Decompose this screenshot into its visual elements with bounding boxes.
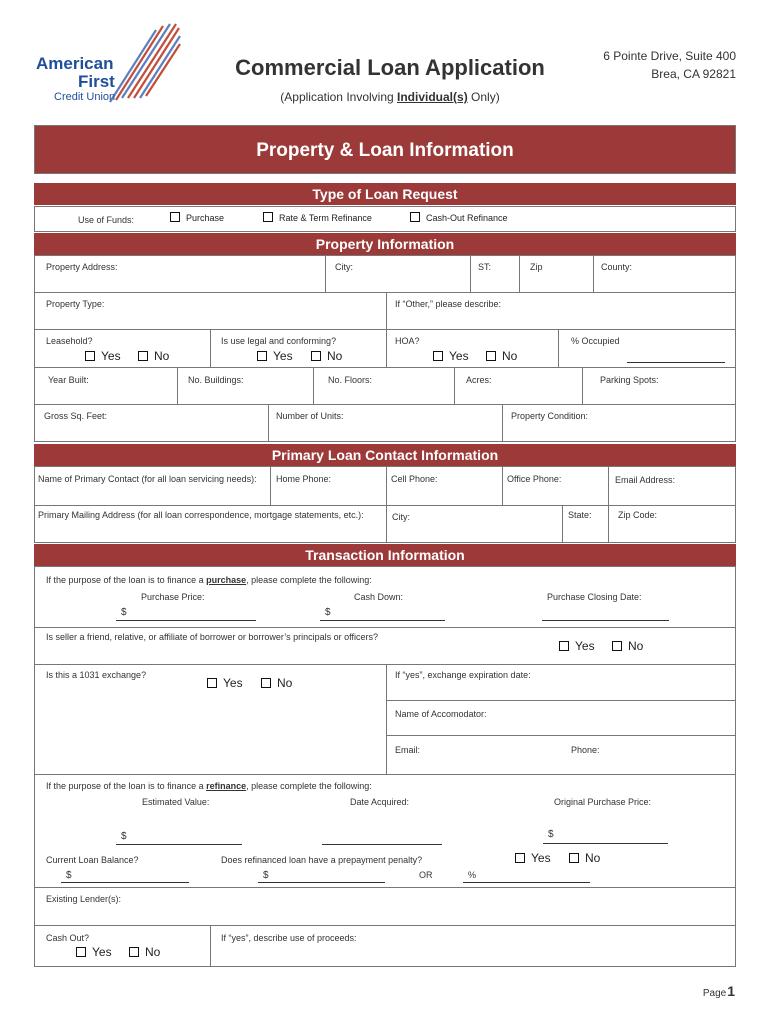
- purchase-option[interactable]: [170, 212, 224, 223]
- subtitle-prefix: (Application Involving: [280, 90, 398, 104]
- cash-out-sep: [210, 925, 211, 967]
- occupied-label: % Occupied: [571, 336, 620, 346]
- page-label: Page: [702, 988, 727, 999]
- hoa-yes[interactable]: [433, 349, 469, 363]
- rate-term-refinance-option[interactable]: [263, 212, 372, 223]
- page-number: [703, 983, 735, 999]
- exchange-no[interactable]: [261, 676, 292, 690]
- legal-conforming-label: Is use legal and conforming?: [221, 336, 337, 346]
- property-row2-sep: [386, 292, 387, 329]
- property-row3-sep-2: [386, 329, 387, 367]
- legal-yes[interactable]: [257, 349, 293, 363]
- leasehold-label: Leasehold?: [46, 336, 93, 346]
- exchange-date-label: If “yes”, exchange expiration date:: [395, 670, 531, 680]
- cash-out-no-label: No: [145, 945, 161, 959]
- date-acquired-label: Date Acquired:: [350, 797, 410, 807]
- hoa-no-checkbox[interactable]: [486, 351, 496, 361]
- no-buildings-label: No. Buildings:: [188, 375, 244, 385]
- date-acquired-field[interactable]: [322, 844, 442, 845]
- condition-label: Property Condition:: [511, 411, 589, 421]
- cash-down-field[interactable]: [320, 620, 445, 621]
- contact-row1-sep-2: [386, 466, 387, 505]
- rate-term-refinance-checkbox[interactable]: [263, 212, 273, 222]
- seller-question: Is seller a friend, relative, or affiliate of borrower or borrower’s principals or officers?: [46, 632, 378, 642]
- legal-no-label: No: [327, 349, 343, 363]
- prepayment-label: Does refinanced loan have a prepayment penalty?: [221, 855, 423, 865]
- prepayment-amount-field[interactable]: [258, 882, 385, 883]
- prepayment-percent-field[interactable]: [463, 882, 590, 883]
- property-county-label: County:: [601, 262, 633, 272]
- rate-term-refinance-label: Rate & Term Refinance: [279, 213, 372, 223]
- property-divider-1: [34, 292, 736, 293]
- refinance-instruction: [46, 781, 372, 791]
- transaction-divider-4: [34, 887, 736, 888]
- prepayment-no[interactable]: [569, 851, 600, 865]
- contact-divider: [34, 505, 736, 506]
- property-row1-sep-2: [470, 255, 471, 292]
- primary-contact-label: Name of Primary Contact (for all loan servicing needs):: [38, 474, 257, 484]
- contact-row1-sep-4: [608, 466, 609, 505]
- transaction-divider-3: [34, 774, 736, 775]
- refinance-instruction-prefix: If the purpose of the loan is to finance a: [46, 781, 207, 791]
- property-row4-sep-1: [177, 367, 178, 404]
- leasehold-yes-checkbox[interactable]: [85, 351, 95, 361]
- existing-lender-label: Existing Lender(s):: [46, 894, 122, 904]
- cash-out-label: Cash Out?: [46, 933, 90, 943]
- use-of-funds-label: Use of Funds:: [78, 215, 135, 225]
- closing-date-field[interactable]: [542, 620, 669, 621]
- parking-label: Parking Spots:: [600, 375, 659, 385]
- exchange-no-label: No: [277, 676, 293, 690]
- property-divider-3: [34, 367, 736, 368]
- current-balance-field[interactable]: [61, 882, 189, 883]
- seller-no-label: No: [628, 639, 644, 653]
- office-phone-label: Office Phone:: [507, 474, 562, 484]
- seller-yes[interactable]: [559, 639, 595, 653]
- page-title: Commercial Loan Application: [235, 55, 545, 80]
- contact-row1-sep-3: [502, 466, 503, 505]
- hoa-yes-checkbox[interactable]: [433, 351, 443, 361]
- original-price-dollar: $: [548, 829, 554, 840]
- loan-request-row: [34, 206, 736, 232]
- exchange-no-checkbox[interactable]: [261, 678, 271, 688]
- transaction-divider-1: [34, 627, 736, 628]
- property-row4-sep-3: [454, 367, 455, 404]
- cash-down-label: Cash Down:: [354, 592, 404, 602]
- property-type-label: Property Type:: [46, 299, 105, 309]
- prepayment-or-label: OR: [419, 870, 433, 880]
- accomodator-phone-label: Phone:: [571, 745, 600, 755]
- purchase-price-dollar: $: [121, 607, 127, 618]
- hoa-no[interactable]: [486, 349, 517, 363]
- contact-row2-sep-2: [562, 505, 563, 543]
- prepayment-yes[interactable]: [515, 851, 551, 865]
- cash-out-no[interactable]: [129, 945, 160, 959]
- property-divider-2: [34, 329, 736, 330]
- purchase-word: purchase: [206, 575, 247, 585]
- property-row1-sep-3: [519, 255, 520, 292]
- exchange-yes-checkbox[interactable]: [207, 678, 217, 688]
- cash-out-yes-label: Yes: [92, 945, 112, 959]
- contact-row1-sep-1: [270, 466, 271, 505]
- units-label: Number of Units:: [276, 411, 344, 421]
- seller-no-checkbox[interactable]: [612, 641, 622, 651]
- logo-line2: First: [78, 72, 115, 91]
- leasehold-no-checkbox[interactable]: [138, 351, 148, 361]
- address-line2: Brea, CA 92821: [651, 67, 736, 81]
- cash-out-yes-checkbox[interactable]: [76, 947, 86, 957]
- transaction-heading-text: Transaction Information: [305, 547, 465, 563]
- contact-heading: [34, 444, 736, 466]
- property-row4-sep-2: [313, 367, 314, 404]
- other-describe-label: If “Other,” please describe:: [395, 299, 502, 309]
- page-number-value: 1: [727, 983, 735, 999]
- transaction-divider-5: [34, 925, 736, 926]
- property-row5-sep-2: [502, 404, 503, 442]
- email-address-label: Email Address:: [615, 475, 676, 485]
- prepayment-percent-label: %: [468, 870, 477, 880]
- seller-yes-label: Yes: [575, 639, 595, 653]
- purchase-option-label: Purchase: [186, 213, 225, 223]
- property-zip-label: Zip: [530, 262, 543, 272]
- describe-proceeds-label: If “yes”, describe use of proceeds:: [221, 933, 357, 943]
- contact-row2-sep-1: [386, 505, 387, 543]
- accomodator-label: Name of Accomodator:: [395, 709, 487, 719]
- cell-phone-label: Cell Phone:: [391, 474, 438, 484]
- legal-yes-label: Yes: [273, 349, 293, 363]
- exchange-divider-2: [386, 735, 736, 736]
- cash-out-refinance-label: Cash-Out Refinance: [426, 213, 508, 223]
- property-row1-sep-1: [325, 255, 326, 292]
- exchange-question: Is this a 1031 exchange?: [46, 670, 147, 680]
- prepayment-no-checkbox[interactable]: [569, 853, 579, 863]
- purchase-checkbox[interactable]: [170, 212, 180, 222]
- contact-city-label: City:: [392, 512, 410, 522]
- prepayment-yes-checkbox[interactable]: [515, 853, 525, 863]
- closing-date-label: Purchase Closing Date:: [547, 592, 642, 602]
- purchase-instruction-suffix: , please complete the following:: [246, 575, 372, 585]
- no-floors-label: No. Floors:: [328, 375, 373, 385]
- property-address-label: Property Address:: [46, 262, 118, 272]
- occupied-field[interactable]: [627, 362, 725, 363]
- property-heading: [34, 233, 736, 255]
- cash-out-refinance-option[interactable]: [410, 212, 508, 223]
- estimated-value-field[interactable]: [116, 844, 242, 845]
- property-st-label: ST:: [478, 262, 492, 272]
- seller-yes-checkbox[interactable]: [559, 641, 569, 651]
- current-balance-label: Current Loan Balance?: [46, 855, 139, 865]
- contact-zip-label: Zip Code:: [618, 510, 658, 520]
- exchange-divider-1: [386, 700, 736, 701]
- hoa-label: HOA?: [395, 336, 420, 346]
- purchase-price-label: Purchase Price:: [141, 592, 205, 602]
- exchange-sep: [386, 664, 387, 774]
- logo-line1: American: [36, 54, 114, 73]
- property-row1-sep-4: [593, 255, 594, 292]
- property-row4-sep-4: [582, 367, 583, 404]
- loan-request-heading: [34, 183, 736, 205]
- address-line1: 6 Pointe Drive, Suite 400: [603, 49, 736, 63]
- logo: [36, 20, 181, 110]
- subtitle-suffix: Only): [467, 90, 500, 104]
- subtitle-emphasis: Individual(s): [397, 90, 468, 104]
- cash-out-yes[interactable]: [76, 945, 112, 959]
- refinance-instruction-suffix: , please complete the following:: [246, 781, 372, 791]
- refinance-word: refinance: [206, 781, 247, 791]
- hoa-yes-label: Yes: [449, 349, 469, 363]
- logo-line3: Credit Union: [54, 91, 116, 103]
- original-price-label: Original Purchase Price:: [554, 797, 652, 807]
- home-phone-label: Home Phone:: [276, 474, 332, 484]
- estimated-value-label: Estimated Value:: [142, 797, 210, 807]
- contact-row2-sep-3: [608, 505, 609, 543]
- banner-title: Property & Loan Information: [256, 140, 514, 161]
- leasehold-no[interactable]: [138, 349, 169, 363]
- contact-heading-text: Primary Loan Contact Information: [271, 447, 499, 463]
- current-balance-dollar: $: [66, 870, 72, 881]
- contact-state-label: State:: [568, 510, 592, 520]
- accomodator-email-label: Email:: [395, 745, 421, 755]
- purchase-instruction: [46, 575, 372, 585]
- loan-request-heading-text: Type of Loan Request: [312, 186, 458, 202]
- leasehold-yes[interactable]: [85, 349, 121, 363]
- estimated-value-dollar: $: [121, 831, 127, 842]
- cash-down-dollar: $: [325, 607, 331, 618]
- legal-no[interactable]: [311, 349, 342, 363]
- leasehold-no-label: No: [154, 349, 170, 363]
- property-row3-sep-3: [558, 329, 559, 367]
- purchase-instruction-prefix: If the purpose of the loan is to finance a: [46, 575, 207, 585]
- page-subtitle: [200, 90, 580, 104]
- exchange-yes[interactable]: [207, 676, 243, 690]
- original-price-field[interactable]: [543, 843, 668, 844]
- property-row5-sep-1: [268, 404, 269, 442]
- year-built-label: Year Built:: [48, 375, 89, 385]
- cash-out-refinance-checkbox[interactable]: [410, 212, 420, 222]
- hoa-no-label: No: [502, 349, 518, 363]
- purchase-price-field[interactable]: [116, 620, 256, 621]
- property-city-label: City:: [335, 262, 353, 272]
- section-banner: [34, 125, 736, 174]
- legal-yes-checkbox[interactable]: [257, 351, 267, 361]
- legal-no-checkbox[interactable]: [311, 351, 321, 361]
- property-heading-text: Property Information: [315, 236, 455, 252]
- acres-label: Acres:: [466, 375, 492, 385]
- transaction-heading: [34, 544, 736, 566]
- mailing-address-label: Primary Mailing Address (for all loan correspondence, mortgage statements, etc.):: [38, 510, 364, 520]
- gross-sqft-label: Gross Sq. Feet:: [44, 411, 108, 421]
- exchange-yes-label: Yes: [223, 676, 243, 690]
- leasehold-yes-label: Yes: [101, 349, 121, 363]
- property-divider-4: [34, 404, 736, 405]
- prepayment-dollar: $: [263, 870, 269, 881]
- transaction-divider-2: [34, 664, 736, 665]
- cash-out-no-checkbox[interactable]: [129, 947, 139, 957]
- seller-no[interactable]: [612, 639, 643, 653]
- property-row3-sep-1: [210, 329, 211, 367]
- prepayment-no-label: No: [585, 851, 601, 865]
- prepayment-yes-label: Yes: [531, 851, 551, 865]
